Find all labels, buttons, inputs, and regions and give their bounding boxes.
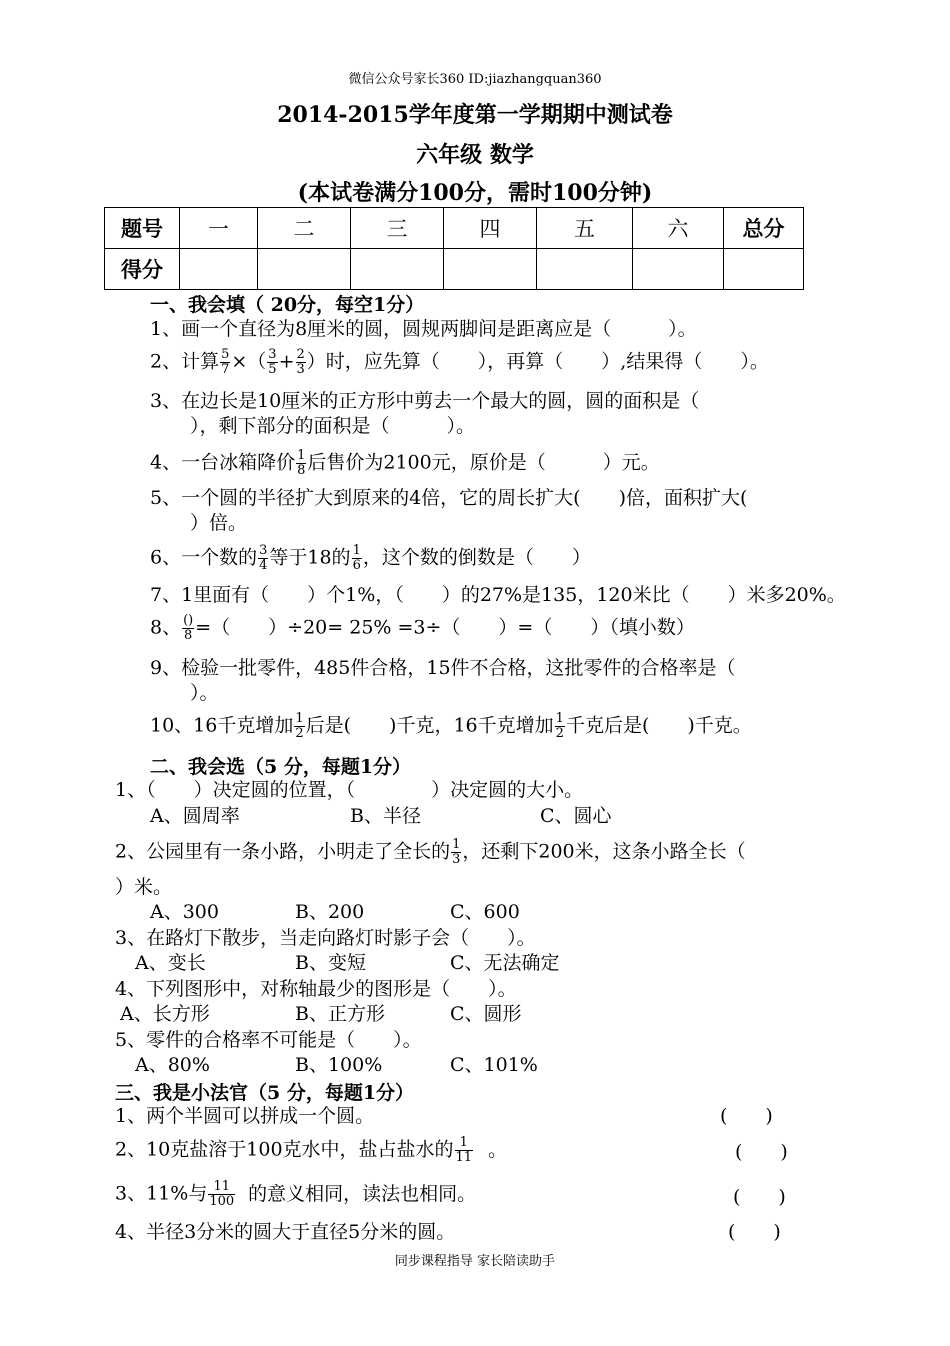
question-2-1: 1、（ ）决定圆的位置，（ ）决定圆的大小。 <box>115 779 584 801</box>
exam-note: (本试卷满分100分，需时100分钟) <box>297 180 653 206</box>
fraction-denominator: 6 <box>352 558 361 573</box>
fraction-numerator: 1 <box>352 543 361 558</box>
section-2-title: 二、我会选（5 分，每题1分） <box>150 756 412 778</box>
page-subtitle: 六年级 数学 <box>416 142 534 168</box>
question-1-9-cont: ）。 <box>190 682 219 704</box>
answer-paren[interactable]: ( ) <box>720 1105 773 1127</box>
question-1-7: 7、1里面有（ ）个1%，（ ）的27%是135，120米比（ ）米多20%。 <box>150 584 846 606</box>
score-cell: 得分 <box>105 249 180 290</box>
question-2-3: 3、在路灯下散步，当走向路灯时影子会（ ）。 <box>115 927 536 949</box>
fraction <box>267 348 277 377</box>
section-1-title: 一、我会填（ 20分，每空1分） <box>150 294 425 316</box>
score-input-cell[interactable] <box>351 249 444 290</box>
question-text: 等于18的 <box>269 546 351 569</box>
fraction <box>451 838 461 867</box>
option: C、圆形 <box>450 1003 522 1025</box>
score-cell: 五 <box>537 208 633 249</box>
fraction-numerator: 2 <box>296 347 305 362</box>
question-text: =（ ）÷20= 25% =3÷（ ）=（ ）（填小数） <box>195 616 695 639</box>
question-3-3 <box>115 1180 476 1209</box>
question-3-2 <box>115 1136 507 1165</box>
question-text: 8、 <box>150 616 182 639</box>
fraction-numerator: 3 <box>259 543 268 558</box>
question-1-4 <box>150 449 660 478</box>
question-text: 后售价为2100元，原价是（ ）元。 <box>307 451 660 474</box>
score-cell: 题号 <box>105 208 180 249</box>
fraction-denominator: 2 <box>555 726 564 741</box>
fraction-denominator: 3 <box>452 852 461 867</box>
fraction-numerator: 5 <box>221 347 230 362</box>
question-3-1: 1、两个半圆可以拼成一个圆。 <box>115 1105 375 1127</box>
question-2-2-cont: ）米。 <box>115 876 173 898</box>
question-1-10 <box>150 712 752 741</box>
fraction-numerator: 1 <box>295 711 304 726</box>
score-table <box>104 207 804 290</box>
fraction <box>258 544 268 573</box>
fraction-denominator: 3 <box>296 362 305 377</box>
question-text: 2、计算 <box>150 350 220 373</box>
question-1-5-cont: ）倍。 <box>190 512 248 534</box>
question-text: 2、公园里有一条小路，小明走了全长的 <box>115 840 451 863</box>
option: B、变短 <box>295 952 366 974</box>
answer-paren[interactable]: ( ) <box>728 1221 781 1243</box>
option: B、正方形 <box>295 1003 385 1025</box>
fraction-numerator: 1 <box>455 1136 474 1151</box>
option: A、长方形 <box>120 1003 210 1025</box>
question-text: ，还剩下200米，这条小路全长（ <box>462 840 746 863</box>
option: A、圆周率 <box>150 805 240 827</box>
fraction-denominator: 100 <box>209 1194 235 1209</box>
question-1-3: 3、在边长是10厘米的正方形中剪去一个最大的圆，圆的面积是（ <box>150 390 700 412</box>
question-1-9: 9、检验一批零件，485件合格，15件不合格，这批零件的合格率是（ <box>150 657 736 679</box>
question-text: 2、10克盐溶于100克水中，盐占盐水的 <box>115 1138 454 1161</box>
question-1-1: 1、画一个直径为8厘米的圆，圆规两脚间是距离应是（ ）。 <box>150 318 697 340</box>
option: C、无法确定 <box>450 952 560 974</box>
score-cell: 四 <box>444 208 537 249</box>
fraction <box>220 348 230 377</box>
fraction <box>296 348 306 377</box>
fraction-numerator: 3 <box>268 347 277 362</box>
fraction <box>555 712 565 741</box>
option: A、300 <box>150 901 219 923</box>
question-text: 4、一台冰箱降价 <box>150 451 296 474</box>
question-3-4: 4、半径3分米的圆大于直径5分米的圆。 <box>115 1221 456 1243</box>
fraction-denominator: 4 <box>259 558 268 573</box>
question-1-3-cont: ），剩下部分的面积是（ ）。 <box>190 415 476 437</box>
fraction <box>455 1136 474 1165</box>
question-1-8 <box>150 614 695 643</box>
answer-paren[interactable]: ( ) <box>735 1141 788 1163</box>
fraction-denominator: 8 <box>297 463 306 478</box>
question-1-6 <box>150 544 591 573</box>
fraction <box>182 614 194 643</box>
fraction-denominator: 5 <box>268 362 277 377</box>
score-input-cell[interactable] <box>537 249 633 290</box>
question-text: 后是( )千克，16千克增加 <box>305 714 554 737</box>
question-text: 3、11%与 <box>115 1182 208 1205</box>
fraction-denominator: 8 <box>184 628 193 643</box>
score-cell: 六 <box>633 208 724 249</box>
score-table-score-row <box>105 249 804 290</box>
score-cell: 二 <box>258 208 351 249</box>
question-text: 6、一个数的 <box>150 546 258 569</box>
score-input-cell[interactable] <box>444 249 537 290</box>
question-text: ，这个数的倒数是（ ） <box>362 546 591 569</box>
fraction-numerator: 1 <box>555 711 564 726</box>
score-input-cell[interactable] <box>633 249 724 290</box>
option: C、101% <box>450 1054 538 1076</box>
score-cell: 总分 <box>724 208 804 249</box>
fraction-numerator: () <box>183 613 194 628</box>
option: B、200 <box>295 901 365 923</box>
score-input-cell[interactable] <box>258 249 351 290</box>
question-text: 千克后是( )千克。 <box>565 714 752 737</box>
fraction <box>208 1180 235 1209</box>
section-3-title: 三、我是小法官（5 分，每题1分） <box>115 1082 415 1104</box>
fraction-denominator: 11 <box>455 1150 473 1165</box>
fraction <box>352 544 362 573</box>
question-text: ×（ <box>231 350 267 373</box>
question-2-2 <box>115 838 746 867</box>
question-2-4: 4、下列图形中，对称轴最少的图形是（ ）。 <box>115 978 517 1000</box>
question-text: 。 <box>488 1138 508 1161</box>
question-2-5: 5、零件的合格率不可能是（ ）。 <box>115 1029 422 1051</box>
answer-paren[interactable]: ( ) <box>733 1186 786 1208</box>
fraction-numerator: 1 <box>452 837 461 852</box>
question-text: 的意义相同，读法也相同。 <box>248 1182 477 1205</box>
fraction-numerator: 11 <box>208 1180 235 1195</box>
page-header: 微信公众号家长360 ID:jiazhangquan360 <box>348 72 602 87</box>
fraction-numerator: 1 <box>297 448 306 463</box>
page-title: 2014-2015学年度第一学期期中测试卷 <box>277 102 673 128</box>
question-1-2 <box>150 348 769 377</box>
score-input-cell[interactable] <box>724 249 804 290</box>
option: B、半径 <box>350 805 421 827</box>
option: C、圆心 <box>540 805 612 827</box>
option: A、变长 <box>135 952 206 974</box>
question-text: + <box>278 350 295 373</box>
fraction-denominator: 2 <box>295 726 304 741</box>
option: C、600 <box>450 901 520 923</box>
score-input-cell[interactable] <box>180 249 258 290</box>
question-text: 10、16千克增加 <box>150 714 294 737</box>
fraction <box>296 449 306 478</box>
page-footer: 同步课程指导 家长陪读助手 <box>394 1254 556 1269</box>
score-cell: 一 <box>180 208 258 249</box>
question-1-5: 5、一个圆的半径扩大到原来的4倍，它的周长扩大( )倍，面积扩大( <box>150 487 748 509</box>
fraction-denominator: 7 <box>221 362 230 377</box>
question-text: ）时，应先算（ ），再算（ ）,结果得（ ）。 <box>306 350 769 373</box>
score-cell: 三 <box>351 208 444 249</box>
fraction <box>294 712 304 741</box>
option: B、100% <box>295 1054 383 1076</box>
score-table-header-row <box>105 208 804 249</box>
option: A、80% <box>135 1054 210 1076</box>
